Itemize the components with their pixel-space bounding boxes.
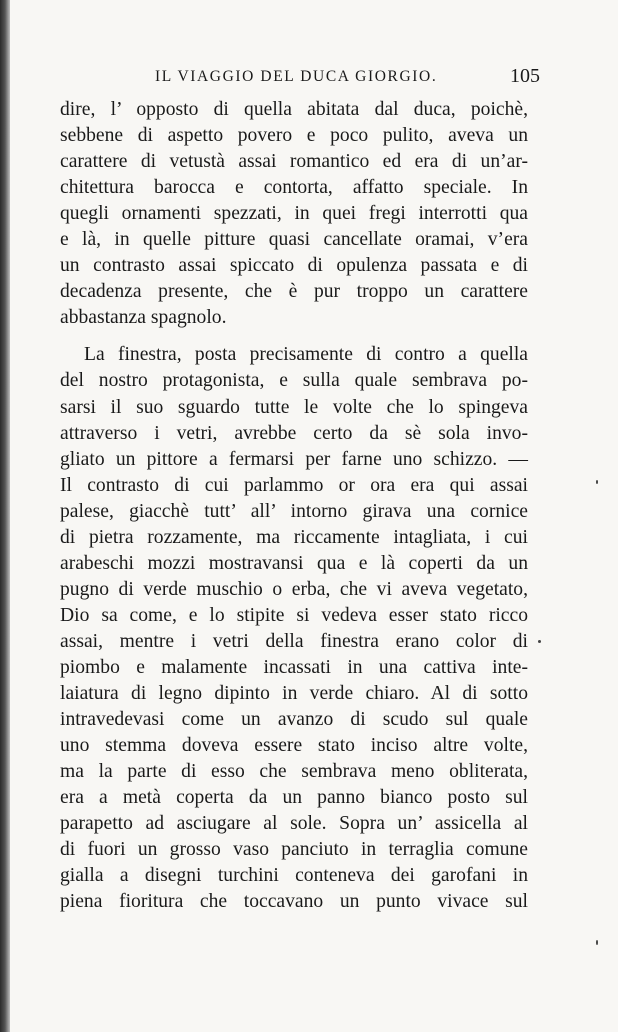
- text-line: di pietra rozzamente, ma riccamente intagliata, i cui: [60, 526, 528, 548]
- scan-speck: [538, 640, 541, 643]
- text-line: gialla a disegni turchini conteneva dei garofani in: [60, 865, 528, 887]
- text-line: uno stemma doveva essere stato inciso altre volte,: [60, 735, 528, 757]
- text-line: piombo e malamente incassati in una cattiva inte-: [60, 656, 528, 678]
- scan-speck: [596, 480, 598, 484]
- text-line: Dio sa come, e lo stipite si vedeva esser stato ricco: [60, 604, 528, 626]
- text-line: intravedevasi come un avanzo di scudo sul quale: [60, 709, 528, 731]
- text-line: un contrasto assai spiccato di opulenza passata e di: [60, 255, 528, 277]
- body-text: [60, 97, 528, 915]
- text-line: dire, l’ opposto di quella abitata dal duca, poichè,: [60, 99, 528, 120]
- text-line: arabeschi mozzi mostravansi qua e là coperti da un: [60, 552, 528, 574]
- text-line: ma la parte di esso che sembrava meno obliterata,: [60, 761, 528, 783]
- text-line: palese, giacchè tutt’ all’ intorno girava una cornice: [60, 500, 528, 522]
- paragraph-gap: [60, 331, 528, 342]
- text-line: attraverso i vetri, avrebbe certo da sè sola invo-: [60, 422, 528, 444]
- page-number: 105: [510, 65, 540, 87]
- running-title: IL VIAGGIO DEL DUCA GIORGIO.: [155, 68, 438, 85]
- text-line: e là, in quelle pitture quasi cancellate oramai, v’era: [60, 229, 528, 251]
- scan-speck: [596, 940, 598, 945]
- text-line: sebbene di aspetto povero e poco pulito, aveva un: [60, 125, 528, 147]
- text-line: assai, mentre i vetri della finestra erano color di: [60, 630, 528, 652]
- text-line: laiatura di legno dipinto in verde chiaro. Al di sotto: [60, 683, 528, 705]
- scan-edge: [0, 0, 10, 1032]
- text-line: La finestra, posta precisamente di contro a quella: [84, 344, 528, 366]
- text-line: carattere di vetustà assai romantico ed era di un’ar-: [60, 151, 528, 173]
- running-head: [60, 65, 540, 98]
- text-line: abbastanza spagnolo.: [60, 307, 227, 329]
- text-line: piena fioritura che toccavano un punto vivace sul: [60, 891, 528, 913]
- text-line: chitettura barocca e contorta, affatto speciale. In: [60, 177, 528, 199]
- text-line: del nostro protagonista, e sulla quale sembrava po-: [60, 370, 528, 392]
- text-line: quegli ornamenti spezzati, in quei fregi interrotti qua: [60, 203, 528, 225]
- text-line: sarsi il suo sguardo tutte le volte che lo spingeva: [60, 396, 528, 418]
- text-line: era a metà coperta da un panno bianco posto sul: [60, 787, 528, 809]
- text-line: decadenza presente, che è pur troppo un carattere: [60, 281, 528, 303]
- text-line: parapetto ad asciugare al sole. Sopra un’ assicella al: [60, 813, 528, 835]
- text-line: di fuori un grosso vaso panciuto in terraglia comune: [60, 839, 528, 861]
- text-line: gliato un pittore a fermarsi per farne uno schizzo. —: [60, 448, 528, 470]
- text-line: pugno di verde muschio o erba, che vi aveva vegetato,: [60, 578, 528, 600]
- text-line: Il contrasto di cui parlammo or ora era qui assai: [60, 474, 528, 496]
